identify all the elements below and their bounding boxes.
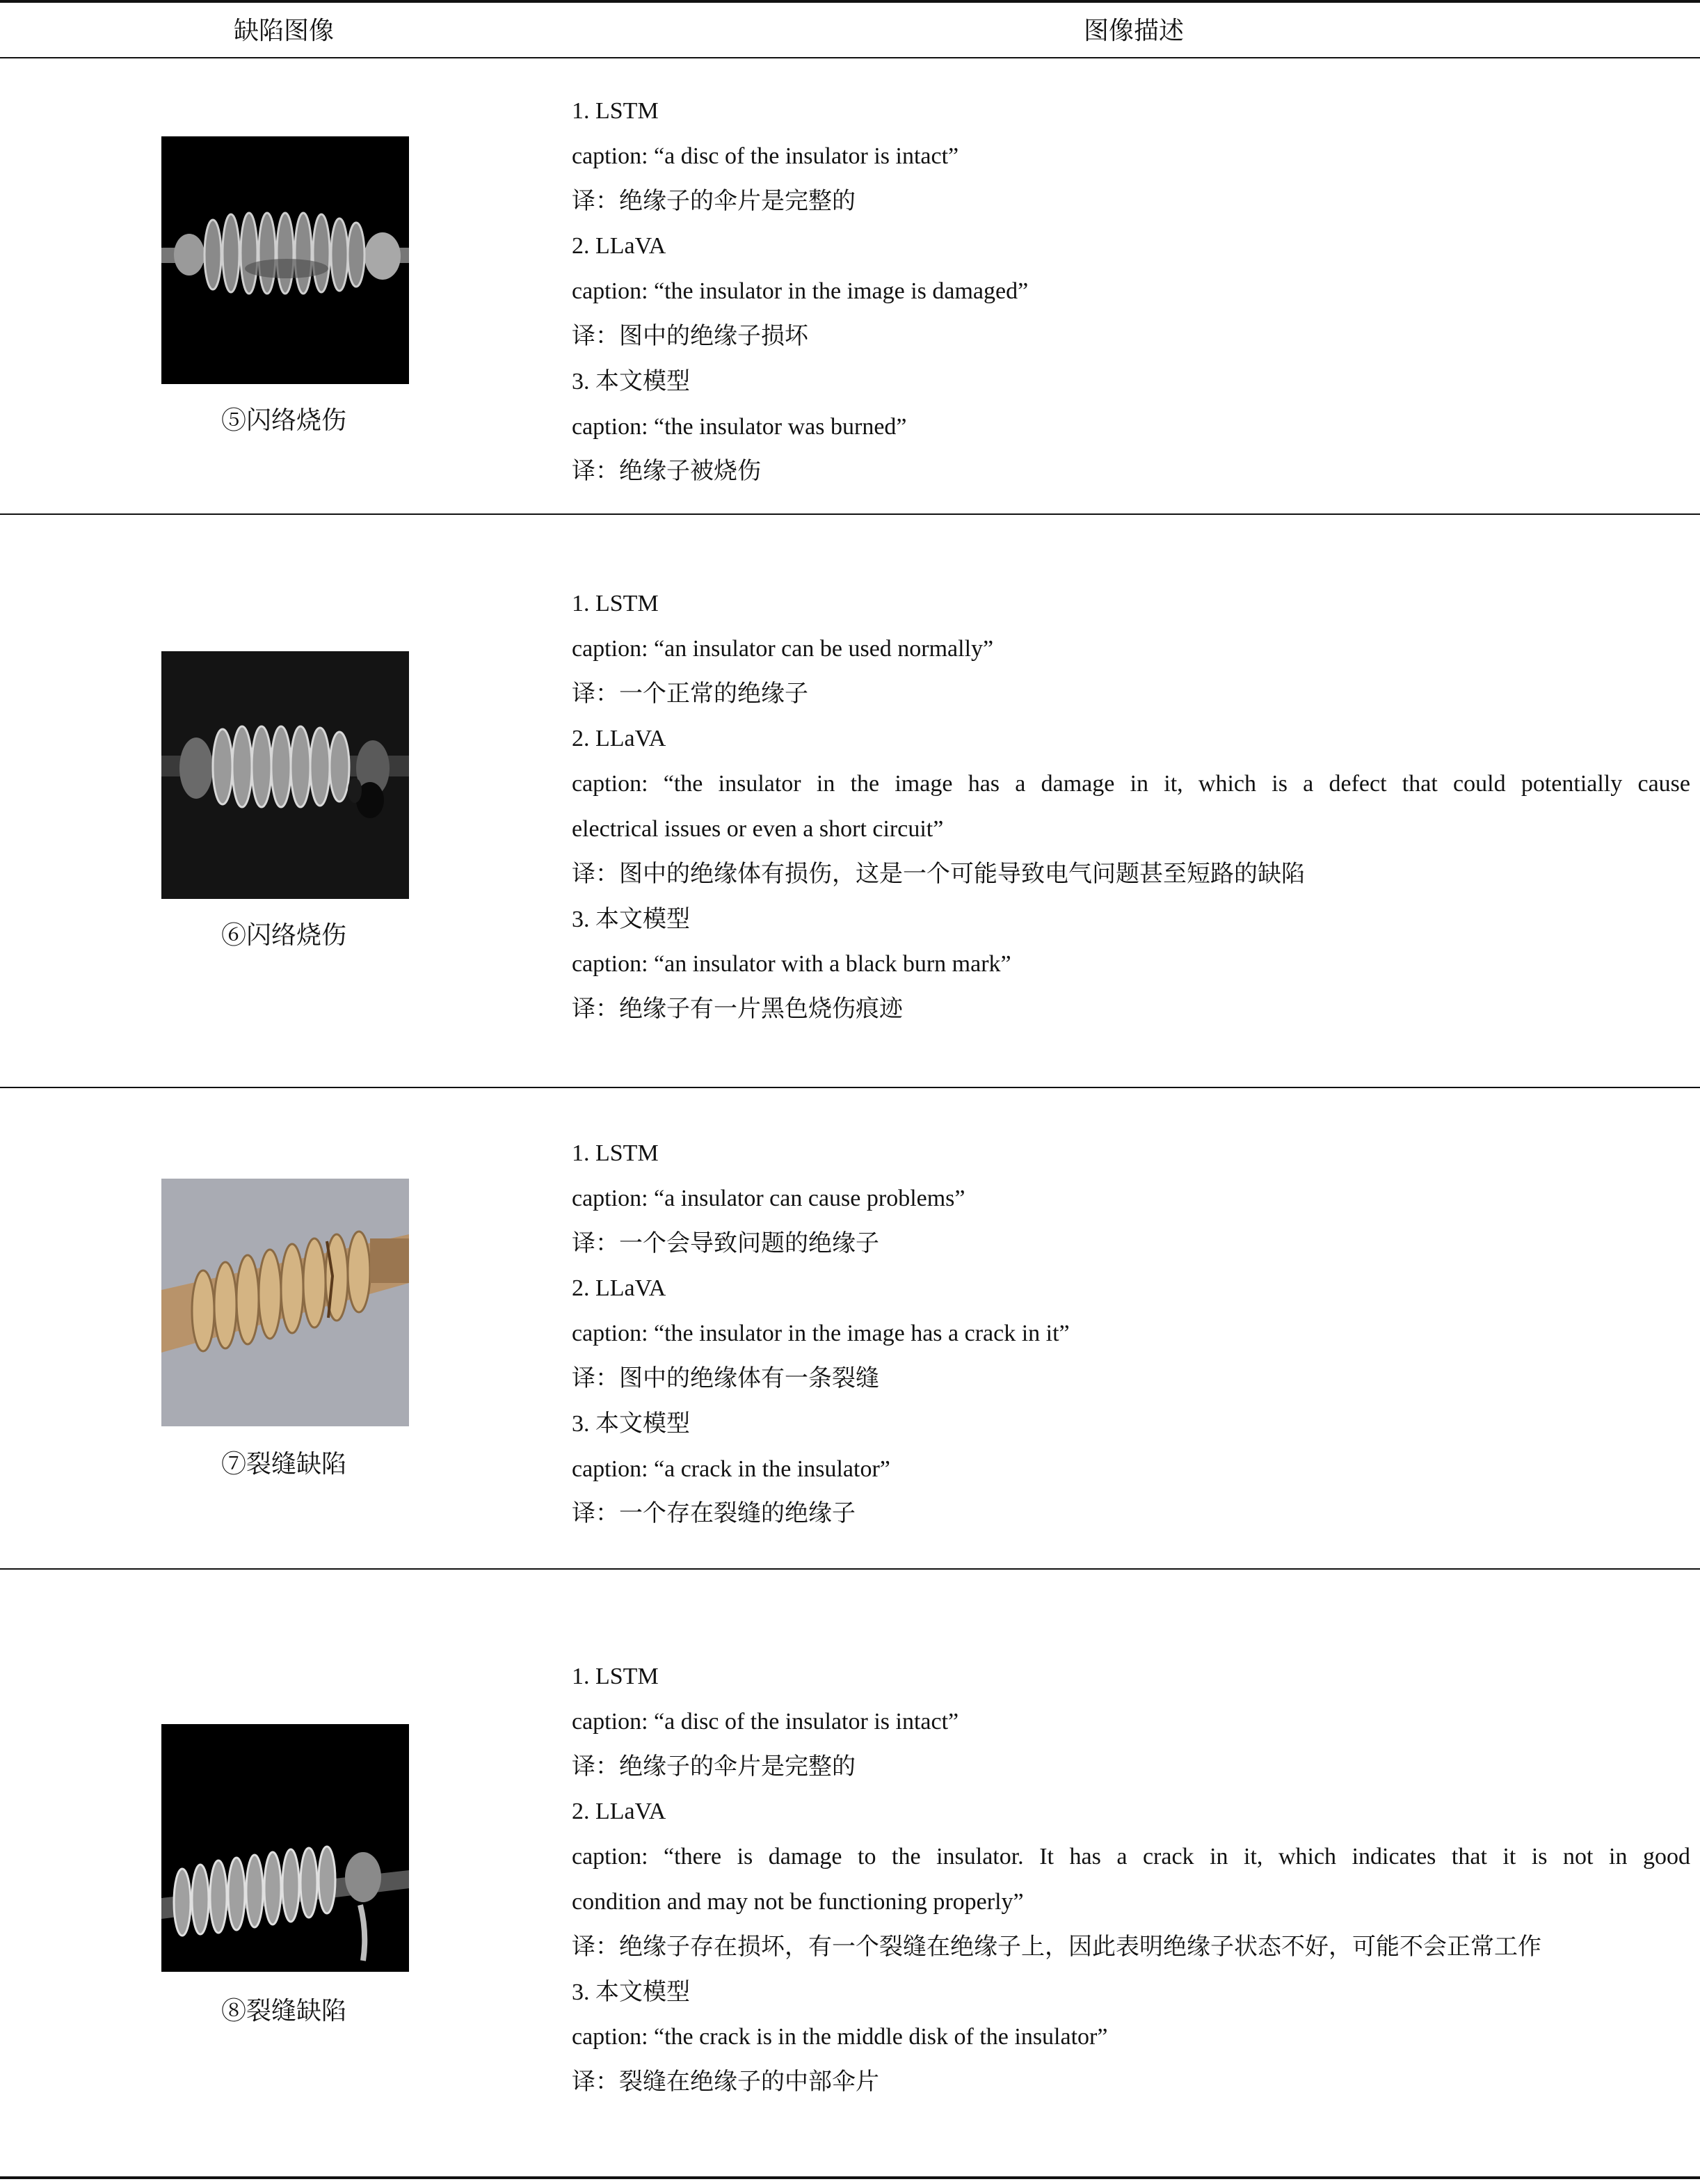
translation-text: 译：裂缝在绝缘子的中部伞片 — [572, 2069, 879, 2096]
table-bottom-rule — [0, 2176, 1700, 2179]
caption-text: caption: “a crack in the insulator” — [572, 1456, 890, 1482]
caption-text: caption: “the insulator in the image has a damage in it, which is a defect that could potentially cause — [572, 771, 1690, 797]
insulator-image-2 — [161, 651, 409, 899]
caption-text: caption: “a disc of the insulator is intact” — [572, 143, 959, 169]
image-description — [572, 1131, 1690, 1537]
insulator-image-1 — [161, 136, 409, 384]
caption-text: caption: “a insulator can cause problems” — [572, 1185, 965, 1211]
model-heading: 3. 本文模型 — [572, 1979, 690, 2005]
caption-text: caption: “the crack is in the middle disk of the insulator” — [572, 2024, 1108, 2050]
insulator-image-3 — [161, 1179, 409, 1426]
burned-insulator-photo — [161, 651, 409, 899]
defect-label: ⑥闪络烧伤 — [220, 921, 346, 949]
translation-text: 译：图中的绝缘体有损伤，这是一个可能导致电气问题甚至短路的缺陷 — [572, 861, 1305, 887]
defect-label: ⑦裂缝缺陷 — [220, 1450, 346, 1478]
model-heading: 3. 本文模型 — [572, 368, 690, 394]
model-heading: 2. LLaVA — [572, 726, 666, 752]
defect-label: ⑧裂缝缺陷 — [220, 1997, 346, 2025]
caption-text-continued: electrical issues or even a short circuit” — [572, 815, 944, 842]
image-description — [572, 1655, 1690, 2105]
model-heading: 3. 本文模型 — [572, 906, 690, 932]
translation-text: 译：一个存在裂缝的绝缘子 — [572, 1501, 856, 1527]
translation-text: 译：绝缘子的伞片是完整的 — [572, 188, 856, 214]
caption-text: caption: “there is damage to the insulator. It has a crack in it, which indicates that it is not in good — [572, 1844, 1690, 1870]
image-description — [572, 89, 1690, 495]
translation-text: 译：一个会导致问题的绝缘子 — [572, 1230, 879, 1257]
model-heading: 2. LLaVA — [572, 233, 666, 260]
image-description — [572, 582, 1690, 1033]
model-heading: 1. LSTM — [572, 1664, 659, 1689]
cracked-insulator-photo — [161, 1724, 409, 1972]
model-heading: 1. LSTM — [572, 1140, 659, 1166]
caption-text: caption: “the insulator in the image is damaged” — [572, 278, 1029, 305]
header-image-description: 图像描述 — [1083, 17, 1184, 45]
burned-insulator-photo — [161, 136, 409, 384]
translation-text: 译：绝缘子有一片黑色烧伤痕迹 — [572, 996, 903, 1023]
model-heading: 2. LLaVA — [572, 1799, 666, 1825]
header-defect-image: 缺陷图像 — [233, 17, 334, 45]
translation-text: 译：绝缘子的伞片是完整的 — [572, 1753, 856, 1780]
caption-text: caption: “a disc of the insulator is intact” — [572, 1708, 959, 1735]
caption-text-continued: condition and may not be functioning properly” — [572, 1888, 1024, 1915]
translation-text: 译：绝缘子存在损坏，有一个裂缝在绝缘子上，因此表明绝缘子状态不好，可能不会正常工作 — [572, 1934, 1541, 1960]
translation-text: 译：图中的绝缘体有一条裂缝 — [572, 1365, 879, 1392]
insulator-image-4 — [161, 1724, 409, 1972]
row-divider-2 — [0, 1087, 1700, 1088]
model-heading: 3. 本文模型 — [572, 1410, 690, 1437]
cracked-insulator-photo — [161, 1179, 409, 1426]
row-divider-3 — [0, 1568, 1700, 1570]
translation-text: 译：图中的绝缘子损坏 — [572, 323, 808, 349]
model-heading: 2. LLaVA — [572, 1275, 666, 1302]
caption-text: caption: “an insulator can be used normally” — [572, 635, 994, 662]
translation-text: 译：绝缘子被烧伤 — [572, 459, 761, 485]
caption-text: caption: “the insulator in the image has a crack in it” — [572, 1321, 1070, 1347]
caption-text: caption: “an insulator with a black burn mark” — [572, 951, 1011, 978]
model-heading: 1. LSTM — [572, 591, 659, 616]
defect-label: ⑤闪络烧伤 — [220, 406, 346, 434]
translation-text: 译：一个正常的绝缘子 — [572, 680, 808, 707]
row-divider-1 — [0, 513, 1700, 515]
caption-text: caption: “the insulator was burned” — [572, 413, 907, 440]
model-heading: 1. LSTM — [572, 98, 659, 124]
